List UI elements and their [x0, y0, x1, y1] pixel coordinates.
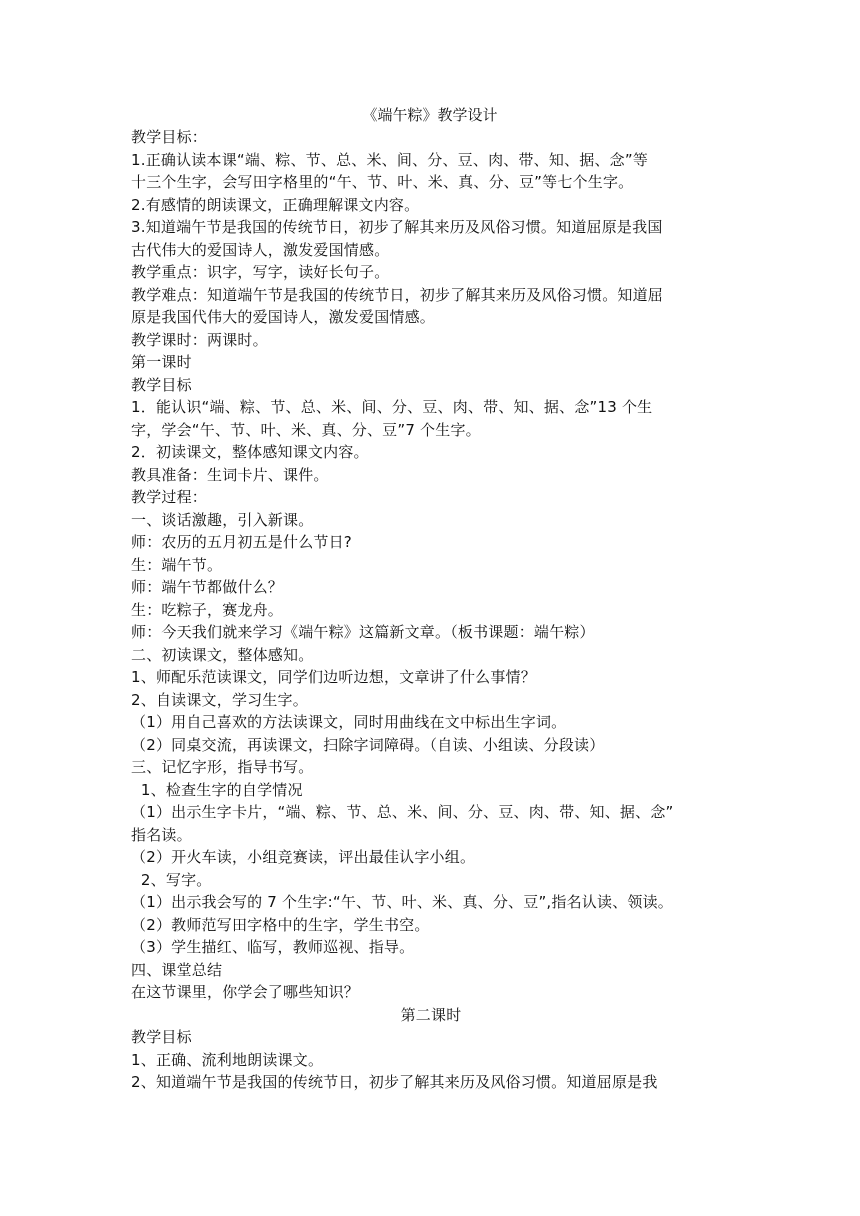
text-line: 1.正确认读本课“端、粽、节、总、米、间、分、豆、肉、带、知、据、念”等 — [131, 150, 649, 169]
text-line: 1、师配乐范读课文，同学们边听边想，文章讲了什么事情？ — [131, 668, 536, 686]
text-line: 古代伟大的爱国诗人，激发爱国情感。 — [131, 240, 390, 259]
text-line: 3.知道端午节是我国的传统节日，初步了解其来历及风俗习惯。知道屈原是我国 — [131, 218, 663, 236]
section-heading: 第二课时 — [400, 1005, 462, 1024]
text-line: （1）出示生字卡片，“端、粽、节、总、米、间、分、豆、肉、带、知、据、念” — [131, 803, 674, 821]
text-line: 一、谈话激趣，引入新课。 — [131, 510, 314, 529]
text-line: （2）同桌交流，再读课文，扫除字词障碍。（自读、小组读、分段读） — [131, 735, 605, 754]
text-line: 师：今天我们就来学习《端午粽》这篇新文章。（板书课题：端午粽） — [131, 623, 595, 641]
text-line: 生：吃粽子，赛龙舟。 — [131, 600, 284, 619]
text-line: 十三个生字，会写田字格里的“午、节、叶、米、真、分、豆”等七个生字。 — [131, 173, 634, 191]
document-title: 《端午粽》教学设计 — [362, 106, 498, 124]
text-line: 教学课时：两课时。 — [131, 330, 268, 349]
text-line: 师：农历的五月初五是什么节日? — [131, 533, 352, 551]
text-line: 2.有感情的朗读课文，正确理解课文内容。 — [131, 195, 420, 214]
text-line: 1、检查生字的自学情况 — [131, 780, 303, 799]
text-line: 教学目标 — [131, 375, 192, 394]
text-line: 2、自读课文，学习生字。 — [131, 690, 308, 709]
text-line: 字，学会“午、节、叶、米、真、分、豆”7 个生字。 — [131, 420, 481, 439]
text-line: （1）用自己喜欢的方法读课文，同时用曲线在文中标出生字词。 — [131, 713, 567, 731]
text-line: （1）出示我会写的 7 个生字:“午、节、叶、米、真、分、豆”,指名认读、领读。 — [131, 893, 673, 911]
text-line: 1．能认识“端、粽、节、总、米、间、分、豆、肉、带、知、据、念”13 个生 — [131, 398, 653, 416]
text-line: 教学目标： — [131, 128, 208, 146]
text-line: 二、初读课文，整体感知。 — [131, 645, 314, 664]
text-line: （2）开火车读，小组竞赛读，评出最佳认字小组。 — [131, 848, 476, 866]
text-line: 教学过程： — [131, 488, 208, 506]
text-line: 2、知道端午节是我国的传统节日，初步了解其来历及风俗习惯。知道屈原是我 — [131, 1073, 658, 1091]
text-line: 原是我国代伟大的爱国诗人，激发爱国情感。 — [131, 308, 436, 326]
text-line: 教学目标 — [131, 1028, 192, 1046]
text-line: 三、记忆字形，指导书写。 — [131, 758, 314, 776]
text-line: 指名读。 — [131, 825, 192, 844]
text-line: 教学重点：识字，写字，读好长句子。 — [131, 263, 390, 281]
text-line: （3）学生描红、临写，教师巡视、指导。 — [131, 938, 415, 956]
text-line: 师：端午节都做什么？ — [131, 578, 284, 596]
text-line: 1、正确、流利地朗读课文。 — [131, 1050, 324, 1069]
text-line: 生：端午节。 — [131, 555, 223, 574]
text-line: 2．初读课文，整体感知课文内容。 — [131, 443, 369, 461]
text-line: 教具准备：生词卡片、课件。 — [131, 465, 329, 484]
section-heading: 第一课时 — [131, 353, 192, 371]
text-line: 四、课堂总结 — [131, 960, 223, 979]
text-line: 教学难点：知道端午节是我国的传统节日，初步了解其来历及风俗习惯。知道屈 — [131, 285, 664, 304]
text-line: （2）教师范写田字格中的生字，学生书空。 — [131, 915, 430, 934]
text-line: 在这节课里，你学会了哪些知识？ — [131, 983, 360, 1001]
document-body — [131, 126, 731, 1094]
text-line: 2、写字。 — [131, 870, 212, 889]
